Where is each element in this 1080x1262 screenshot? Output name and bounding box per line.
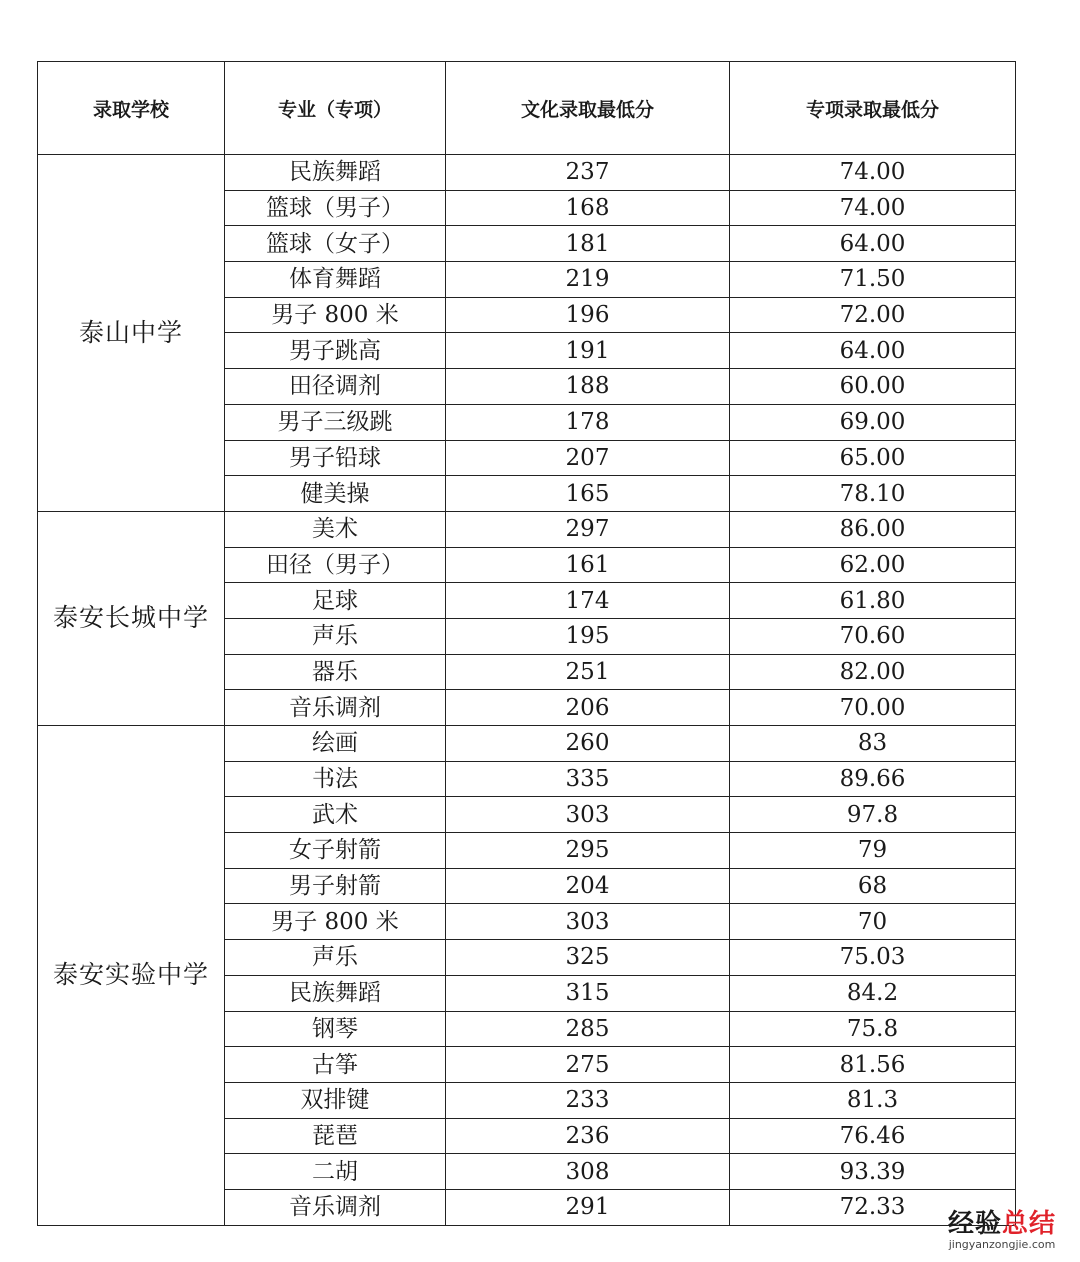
special-score-cell: 64.00: [730, 226, 1016, 262]
major-cell: 女子射箭: [225, 833, 446, 869]
table-row: [38, 726, 1016, 762]
major-cell: 篮球（男子）: [225, 190, 446, 226]
watermark: [948, 1210, 1056, 1252]
culture-score-cell: 315: [446, 975, 730, 1011]
special-score-cell: 60.00: [730, 369, 1016, 405]
watermark-title-accent: 总结: [1002, 1209, 1057, 1239]
special-score-cell: 75.03: [730, 940, 1016, 976]
watermark-url: jingyanzongjie.com: [948, 1238, 1056, 1251]
school-name-cell: 泰安实验中学: [38, 726, 225, 1226]
culture-score-cell: 291: [446, 1189, 730, 1225]
major-cell: 体育舞蹈: [225, 262, 446, 298]
major-cell: 男子 800 米: [225, 297, 446, 333]
special-score-cell: 72.33: [730, 1189, 1016, 1225]
culture-score-cell: 219: [446, 262, 730, 298]
special-score-cell: 89.66: [730, 761, 1016, 797]
special-score-cell: 70.60: [730, 618, 1016, 654]
major-cell: 足球: [225, 583, 446, 619]
major-cell: 双排键: [225, 1082, 446, 1118]
culture-score-cell: 196: [446, 297, 730, 333]
header-major: 专业（专项）: [225, 62, 446, 155]
major-cell: 民族舞蹈: [225, 975, 446, 1011]
major-cell: 篮球（女子）: [225, 226, 446, 262]
major-cell: 钢琴: [225, 1011, 446, 1047]
special-score-cell: 97.8: [730, 797, 1016, 833]
special-score-cell: 74.00: [730, 155, 1016, 191]
culture-score-cell: 297: [446, 511, 730, 547]
culture-score-cell: 178: [446, 404, 730, 440]
major-cell: 二胡: [225, 1154, 446, 1190]
major-cell: 器乐: [225, 654, 446, 690]
major-cell: 男子三级跳: [225, 404, 446, 440]
special-score-cell: 69.00: [730, 404, 1016, 440]
culture-score-cell: 181: [446, 226, 730, 262]
culture-score-cell: 195: [446, 618, 730, 654]
major-cell: 声乐: [225, 940, 446, 976]
major-cell: 声乐: [225, 618, 446, 654]
special-score-cell: 70.00: [730, 690, 1016, 726]
culture-score-cell: 285: [446, 1011, 730, 1047]
culture-score-cell: 275: [446, 1047, 730, 1083]
major-cell: 男子铅球: [225, 440, 446, 476]
special-score-cell: 61.80: [730, 583, 1016, 619]
major-cell: 古筝: [225, 1047, 446, 1083]
culture-score-cell: 303: [446, 797, 730, 833]
header-special-min-score: 专项录取最低分: [730, 62, 1016, 155]
special-score-cell: 84.2: [730, 975, 1016, 1011]
major-cell: 男子 800 米: [225, 904, 446, 940]
special-score-cell: 76.46: [730, 1118, 1016, 1154]
culture-score-cell: 188: [446, 369, 730, 405]
major-cell: 音乐调剂: [225, 1189, 446, 1225]
special-score-cell: 62.00: [730, 547, 1016, 583]
table-row: [38, 155, 1016, 191]
culture-score-cell: 233: [446, 1082, 730, 1118]
special-score-cell: 65.00: [730, 440, 1016, 476]
culture-score-cell: 236: [446, 1118, 730, 1154]
major-cell: 男子射箭: [225, 868, 446, 904]
culture-score-cell: 206: [446, 690, 730, 726]
table-body: [38, 155, 1016, 1226]
culture-score-cell: 335: [446, 761, 730, 797]
special-score-cell: 64.00: [730, 333, 1016, 369]
table-header-row: [38, 62, 1016, 155]
special-score-cell: 83: [730, 726, 1016, 762]
major-cell: 男子跳高: [225, 333, 446, 369]
major-cell: 田径调剂: [225, 369, 446, 405]
special-score-cell: 68: [730, 868, 1016, 904]
major-cell: 琵琶: [225, 1118, 446, 1154]
culture-score-cell: 251: [446, 654, 730, 690]
culture-score-cell: 260: [446, 726, 730, 762]
special-score-cell: 81.3: [730, 1082, 1016, 1118]
school-name-cell: 泰安长城中学: [38, 511, 225, 725]
major-cell: 美术: [225, 511, 446, 547]
special-score-cell: 82.00: [730, 654, 1016, 690]
header-culture-min-score: 文化录取最低分: [446, 62, 730, 155]
major-cell: 武术: [225, 797, 446, 833]
special-score-cell: 71.50: [730, 262, 1016, 298]
culture-score-cell: 161: [446, 547, 730, 583]
special-score-cell: 79: [730, 833, 1016, 869]
major-cell: 音乐调剂: [225, 690, 446, 726]
culture-score-cell: 168: [446, 190, 730, 226]
culture-score-cell: 303: [446, 904, 730, 940]
watermark-title-plain: 经验: [948, 1209, 1003, 1239]
special-score-cell: 78.10: [730, 476, 1016, 512]
culture-score-cell: 295: [446, 833, 730, 869]
admission-score-table: [37, 61, 1016, 1226]
special-score-cell: 70: [730, 904, 1016, 940]
school-name-cell: 泰山中学: [38, 155, 225, 512]
major-cell: 健美操: [225, 476, 446, 512]
special-score-cell: 72.00: [730, 297, 1016, 333]
table-row: [38, 511, 1016, 547]
culture-score-cell: 308: [446, 1154, 730, 1190]
major-cell: 田径（男子）: [225, 547, 446, 583]
special-score-cell: 86.00: [730, 511, 1016, 547]
culture-score-cell: 191: [446, 333, 730, 369]
culture-score-cell: 325: [446, 940, 730, 976]
major-cell: 民族舞蹈: [225, 155, 446, 191]
header-school: 录取学校: [38, 62, 225, 155]
culture-score-cell: 174: [446, 583, 730, 619]
major-cell: 书法: [225, 761, 446, 797]
special-score-cell: 81.56: [730, 1047, 1016, 1083]
watermark-logo: [948, 1210, 1056, 1238]
culture-score-cell: 204: [446, 868, 730, 904]
special-score-cell: 74.00: [730, 190, 1016, 226]
special-score-cell: 75.8: [730, 1011, 1016, 1047]
special-score-cell: 93.39: [730, 1154, 1016, 1190]
culture-score-cell: 207: [446, 440, 730, 476]
major-cell: 绘画: [225, 726, 446, 762]
culture-score-cell: 165: [446, 476, 730, 512]
culture-score-cell: 237: [446, 155, 730, 191]
